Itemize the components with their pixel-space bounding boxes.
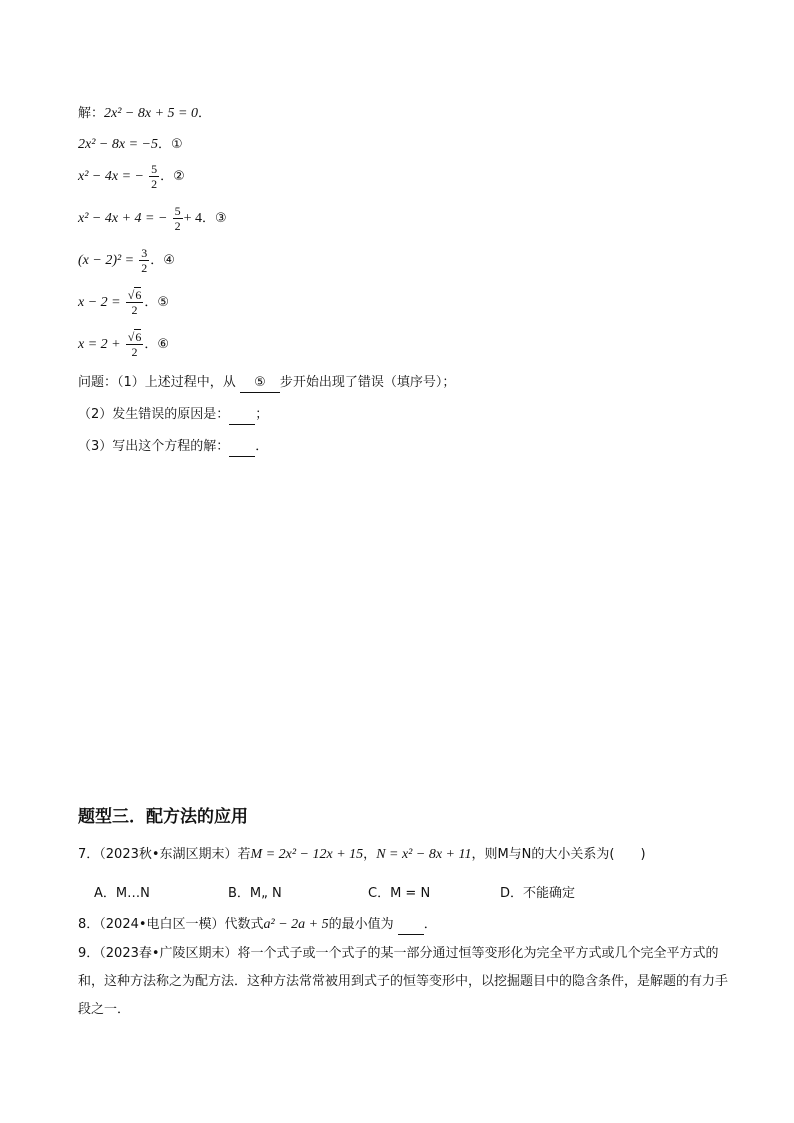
fraction-numerator: 5 (174, 204, 181, 218)
step-1-marker: ① (170, 137, 183, 152)
option-a: A．M…N (94, 886, 150, 901)
step-4-marker: ④ (163, 253, 175, 268)
sqrt-radicand: 6 (135, 330, 142, 344)
step-6-marker: ⑥ (157, 337, 170, 352)
option-c: C．M = N (368, 886, 431, 901)
problem-8-blank (398, 916, 424, 935)
problem-9: 9．（2023春•广陵区期末）将一个式子或一个式子的某一部分通过恒等变形化为完全平方式或几个完全平方式的和，这种方法称之为配方法．这种方法常常被用到式子的恒等变形中，以挖掘题目中的隐含条件，是解题的有力手段之一． (78, 946, 729, 1017)
problem-7-m-expression: M = 2x² − 12x + 15 (250, 847, 364, 862)
period: ． (201, 211, 215, 226)
problem-7-suffix: ，则M与N的大小关系为( ) (471, 847, 646, 862)
period: ． (144, 295, 158, 310)
question-1-suffix: 步开始出现了错误（填序号）； (279, 375, 456, 390)
problem-7-separator: ， (363, 847, 377, 862)
problem-8-suffix: 的最小值为 (328, 917, 394, 932)
question-2-end: ； (255, 407, 269, 422)
step-0-equation: 2x² − 8x + 5 = 0 (104, 106, 198, 121)
fraction (126, 330, 144, 359)
question-2-text: （2）发生错误的原因是： (78, 407, 230, 422)
step-0 (78, 105, 211, 123)
question-1-prefix: 问题：（1）上述过程中，从 (78, 375, 236, 390)
step-6 (78, 330, 169, 359)
question-1-answer: ⑤ (240, 374, 280, 393)
step-4 (78, 246, 175, 275)
fraction (173, 204, 183, 233)
section-title: 题型三．配方法的应用 (78, 807, 248, 827)
step-3 (78, 204, 227, 233)
step-6-equation: x = 2 + (78, 337, 121, 352)
fraction (126, 288, 144, 317)
option-b: B．M„ N (228, 886, 282, 901)
problem-8-prefix: 8．（2024•电白区一模）代数式 (78, 917, 264, 932)
fraction-numerator: 3 (141, 246, 148, 260)
question-3-blank (229, 438, 255, 457)
problem-8 (78, 916, 437, 935)
step-5-equation: x − 2 = (78, 295, 121, 310)
problem-7 (78, 846, 646, 864)
question-3 (78, 438, 268, 457)
step-2-equation: x² − 4x = − (78, 169, 144, 184)
fraction (139, 246, 149, 275)
fraction-denominator: 2 (131, 303, 138, 317)
fraction (149, 162, 159, 191)
question-1 (78, 374, 455, 393)
period: ． (144, 337, 158, 352)
question-3-end: ． (255, 439, 269, 454)
period: ． (160, 169, 174, 184)
question-3-text: （3）写出这个方程的解： (78, 439, 230, 454)
problem-8-expression: a² − 2a + 5 (263, 917, 329, 932)
step-4-equation: (x − 2)² = (78, 253, 135, 268)
solution-intro: 解： (78, 106, 105, 121)
step-1 (78, 136, 183, 154)
question-2-blank (229, 406, 255, 425)
option-d: D．不能确定 (500, 886, 576, 901)
step-3-equation: x² − 4x + 4 = − (78, 211, 168, 226)
problem-7-prefix: 7．（2023秋•东湖区期末）若 (78, 847, 251, 862)
fraction-denominator: 2 (174, 219, 181, 233)
fraction-numerator: √6 (127, 330, 142, 344)
step-5 (78, 288, 169, 317)
fraction-numerator: √6 (127, 288, 142, 302)
fraction-denominator: 2 (151, 177, 158, 191)
fraction-denominator: 2 (141, 261, 148, 275)
period: ． (197, 106, 211, 121)
problem-8-end: ． (423, 917, 437, 932)
step-5-marker: ⑤ (157, 295, 170, 310)
step-3-tail: + 4 (183, 211, 202, 226)
question-2 (78, 406, 268, 425)
step-3-marker: ③ (214, 211, 227, 226)
problem-7-n-expression: N = x² − 8x + 11 (376, 847, 472, 862)
fraction-denominator: 2 (131, 345, 138, 359)
fraction-numerator: 5 (151, 162, 158, 176)
step-2 (78, 162, 185, 191)
period: ． (157, 137, 171, 152)
period: ． (150, 253, 164, 268)
step-1-equation: 2x² − 8x = −5 (78, 137, 158, 152)
sqrt-radicand: 6 (135, 288, 142, 302)
step-2-marker: ② (173, 169, 185, 184)
